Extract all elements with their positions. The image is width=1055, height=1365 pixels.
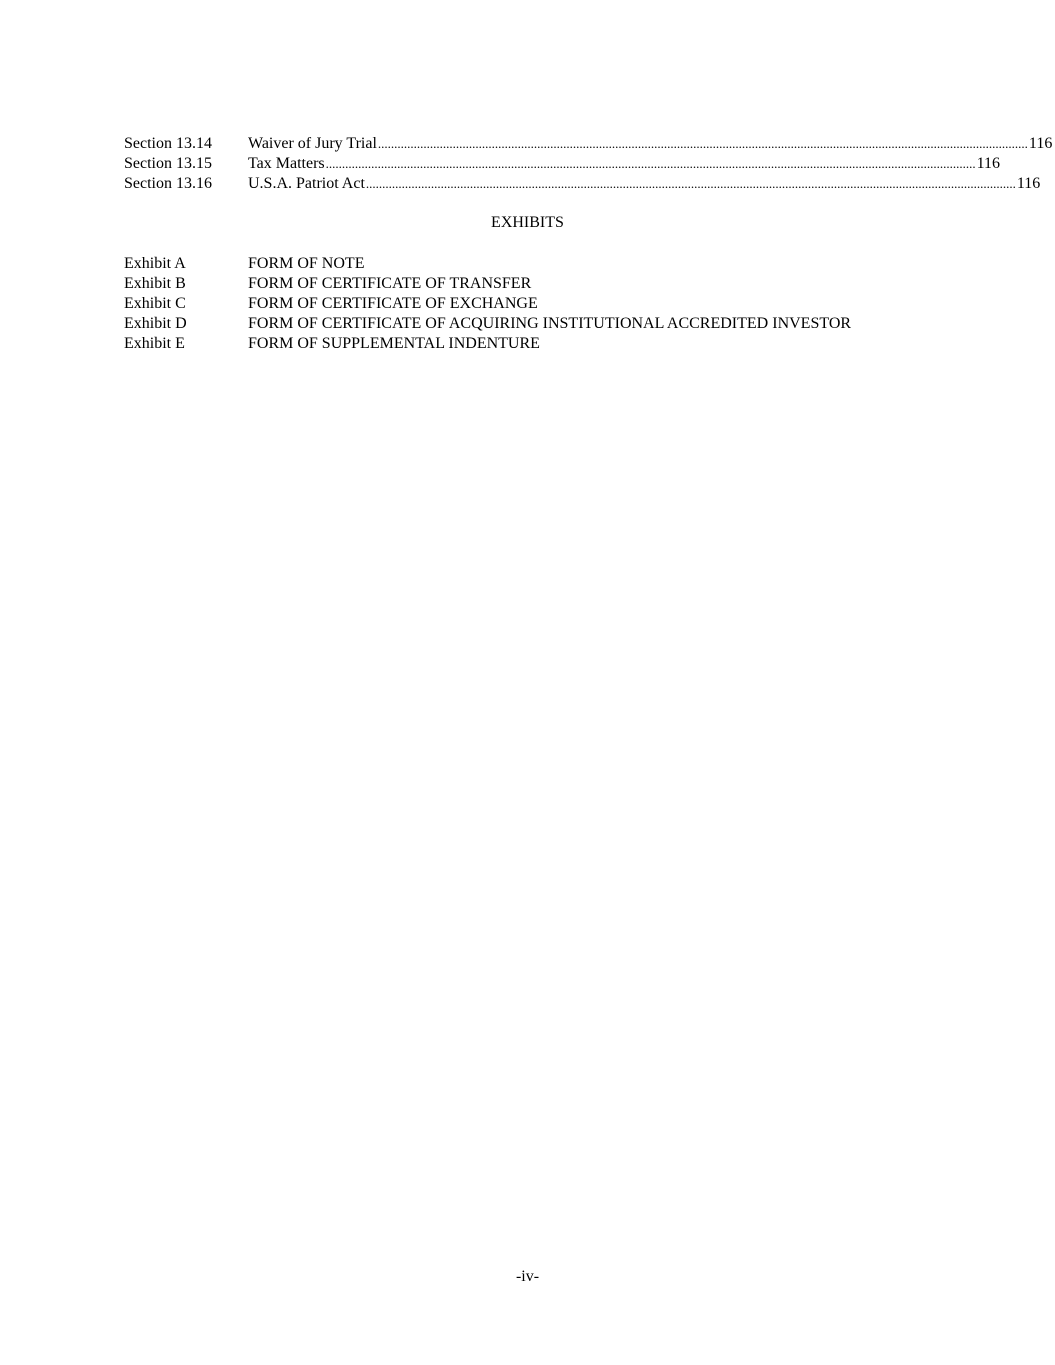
toc-section-title: U.S.A. Patriot Act <box>248 175 365 192</box>
toc-section-number: Section 13.14 <box>124 135 212 152</box>
toc-entry <box>124 134 1053 154</box>
exhibit-label: Exhibit B <box>124 275 186 292</box>
page-number: -iv- <box>515 1268 540 1285</box>
exhibit-title: FORM OF NOTE <box>248 255 365 272</box>
exhibits-list <box>124 254 931 354</box>
exhibit-item <box>124 314 931 334</box>
exhibit-item <box>124 334 931 354</box>
exhibit-title: FORM OF CERTIFICATE OF TRANSFER <box>248 275 532 292</box>
toc-section-number: Section 13.16 <box>124 175 212 192</box>
exhibit-item <box>124 274 931 294</box>
toc-section-title: Waiver of Jury Trial <box>248 135 377 152</box>
toc-section-title: Tax Matters <box>248 155 325 172</box>
toc-section-number: Section 13.15 <box>124 155 212 172</box>
toc-page-number: 116 <box>1016 175 1041 192</box>
exhibit-label: Exhibit C <box>124 295 186 312</box>
exhibit-title: FORM OF CERTIFICATE OF ACQUIRING INSTITUTIONAL ACCREDITED INVESTOR <box>248 315 852 332</box>
exhibit-title: FORM OF CERTIFICATE OF EXCHANGE <box>248 295 538 312</box>
toc-leader-dots: ........................................................................................................................................................................................................ <box>377 136 1028 151</box>
exhibit-item <box>124 294 931 314</box>
toc-entry <box>124 154 1001 174</box>
exhibit-item <box>124 254 931 274</box>
toc-entry <box>124 174 1041 194</box>
toc-leader-dots: ........................................................................................................................................................................................................ <box>325 156 976 171</box>
exhibit-title: FORM OF SUPPLEMENTAL INDENTURE <box>248 335 540 352</box>
toc-leader-dots: ........................................................................................................................................................................................................ <box>365 176 1016 191</box>
exhibit-label: Exhibit E <box>124 335 185 352</box>
exhibits-heading: EXHIBITS <box>491 214 564 231</box>
toc-page-number: 116 <box>1028 135 1053 152</box>
exhibit-label: Exhibit D <box>124 315 187 332</box>
exhibit-label: Exhibit A <box>124 255 186 272</box>
table-of-contents <box>124 134 1053 194</box>
toc-page-number: 116 <box>976 155 1001 172</box>
